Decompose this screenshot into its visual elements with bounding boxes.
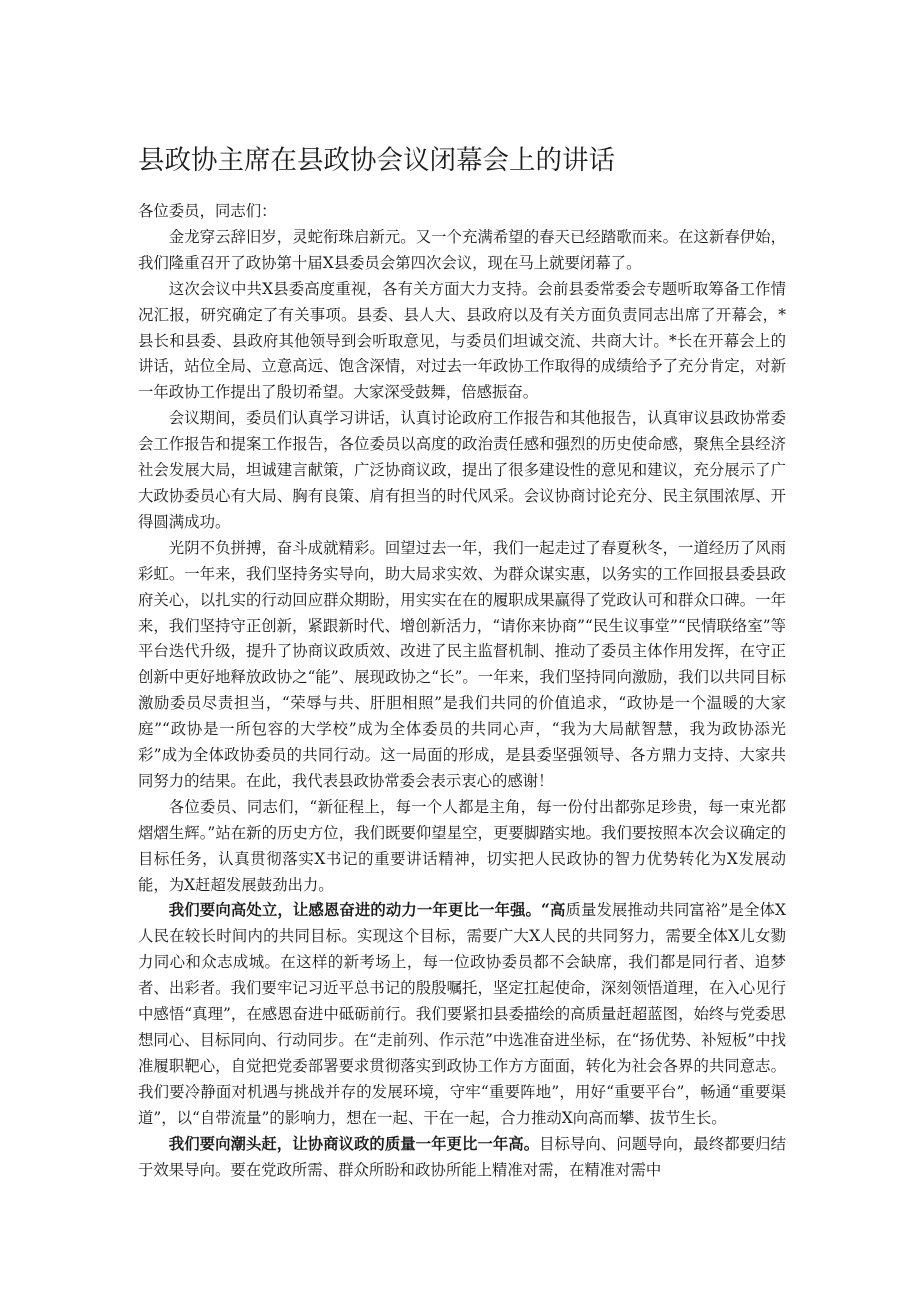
paragraph-text: 光阴不负拼搏，奋斗成就精彩。回望过去一年，我们一起走过了春夏秋冬，一道经历了风雨彩虹。一年来，我们坚持务实导向，助大局求实效、为群众谋实惠，以务实的工作回报县委县政府关心，以扎实的行动回应群众期盼，用实实在在的履职成果赢得了党政认可和群众口碑。一年来，我们坚持守正创新，紧跟新时代、增创新活力，“请你来协商”“民生议事堂”“民情联络室”等平台迭代升级，提升了协商议政质效、改进了民主监督机制、推动了委员主体作用发挥，在守正创新中更好地释放政协之“能”、展现政协之“长”。一年来，我们坚持同向激励，我们以共同目标激励委员尽责担当，“荣辱与共、肝胆相照”是我们共同的价值追求，“政协是一个温暖的大家庭”“政协是一所包容的大学校”成为全体委员的共同心声，“我为大局献智慧，我为政协添光彩”成为全体政协委员的共同行动。这一局面的形成，是县委坚强领导、各方鼎力支持、大家共同努力的结果。在此，我代表县政协常委会表示衷心的感谢！ <box>138 538 786 790</box>
paragraph-meeting-support <box>138 277 786 407</box>
paragraph-catch-tide <box>138 1132 786 1184</box>
document-title: 县政协主席在县政协会议闭幕会上的讲话 <box>138 145 615 176</box>
document-body <box>138 199 786 1183</box>
salutation: 各位委员，同志们： <box>138 202 277 220</box>
paragraph-year-review <box>138 536 786 795</box>
paragraph-stand-high <box>138 898 786 1131</box>
paragraph-lead: 我们要向高处立，让感恩奋进的动力一年更比一年强。“高 <box>168 901 566 920</box>
paragraph-text: 这次会议中共X县委高度重视，各有关方面大力支持。会前县委常委会专题听取筹备工作情况汇报，研究确定了有关事项。县委、县人大、县政府以及有关方面负责同志出席了开幕会，*县长和县委、县政府其他领导到会听取意见，与委员们坦诚交流、共商大计。*长在开幕会上的讲话，站位全局、立意高远、饱含深情，对过去一年政协工作取得的成绩给予了充分肯定，对新一年政协工作提出了殷切希望。大家深受鼓舞，倍感振奋。 <box>138 279 786 402</box>
paragraph-new-year-opening <box>138 225 786 277</box>
paragraph-lead: 我们要向潮头赶，让协商议政的质量一年更比一年高。 <box>168 1134 540 1153</box>
paragraph-text: 质量发展推动共同富裕”是全体X人民在较长时间内的共同目标。实现这个目标，需要广大X人民的共同努力，需要全体X儿女勠力同心和众志成城。在这样的新考场上，每一位政协委员都不会缺席，我们都是同行者、追梦者、出彩者。我们要牢记习近平总书记的殷殷嘱托，坚定扛起使命，深刻领悟道理，在入心见行中感悟“真理”，在感恩奋进中砥砺前行。我们要紧扣县委描绘的高质量赶超蓝图，始终与党委思想同心、目标同向、行动同步。在“走前列、作示范”中选准奋进坐标，在“扬优势、补短板”中找准履职靶心，自觉把党委部署要求贯彻落实到政协工作方方面面，转化为社会各界的共同意志。我们要冷静面对机遇与挑战并存的发展环境，守牢“重要阵地”，用好“重要平台”，畅通“重要渠道”，以“自带流量”的影响力，想在一起、干在一起，合力推动X向高而攀、拔节生长。 <box>138 901 786 1127</box>
paragraph-text: 各位委员、同志们，“新征程上，每一个人都是主角，每一份付出都弥足珍贵，每一束光都熠熠生辉。”站在新的历史方位，我们既要仰望星空，更要脚踏实地。我们要按照本次会议确定的目标任务，认真贯彻落实X书记的重要讲话精神，切实把人民政协的智力优势转化为X发展动能，为X赶超发展鼓劲出力。 <box>138 797 786 894</box>
paragraph-text: 目标导向、问题导向，最终都要归结于效果导向。要在党政所需、群众所盼和政协所能上精准对需，在精准对需中 <box>138 1134 786 1179</box>
paragraph-meeting-proceedings <box>138 406 786 536</box>
paragraph-text: 会议期间，委员们认真学习讲话，认真讨论政府工作报告和其他报告，认真审议县政协常委会工作报告和提案工作报告，各位委员以高度的政治责任感和强烈的历史使命感，聚焦全县经济社会发展大局，坦诚建言献策，广泛协商议政，提出了很多建设性的意见和建议，充分展示了广大政协委员心有大局、胸有良策、肩有担当的时代风采。会议协商讨论充分、民主氛围浓厚、开得圆满成功。 <box>138 409 786 531</box>
paragraph-text: 金龙穿云辞旧岁，灵蛇衔珠启新元。又一个充满希望的春天已经踏歌而来。在这新春伊始，我们隆重召开了政协第十届X县委员会第四次会议，现在马上就要闭幕了。 <box>138 227 786 272</box>
paragraph-new-journey <box>138 795 786 899</box>
